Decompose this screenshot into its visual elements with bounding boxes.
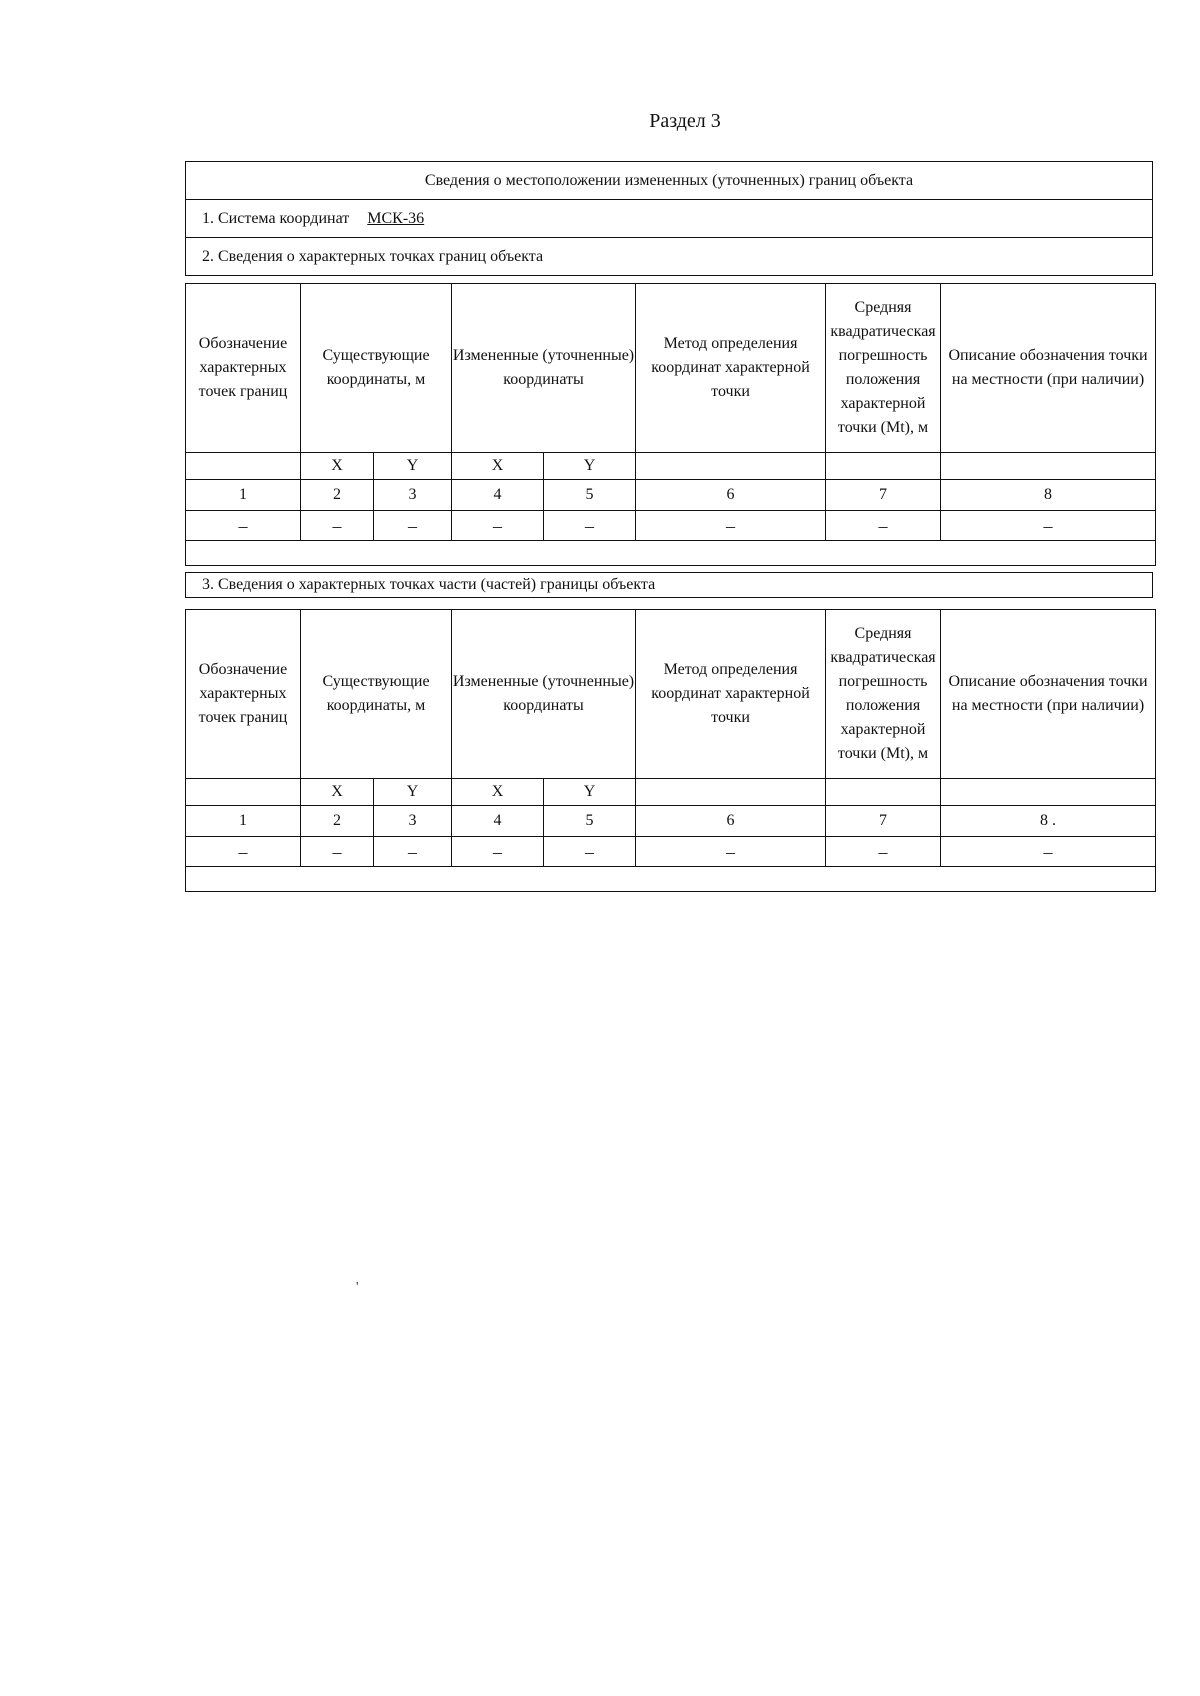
dash-cell: –	[452, 511, 544, 541]
column-number: 5	[544, 480, 636, 511]
table-row	[186, 837, 1156, 867]
axis-y: Y	[544, 453, 636, 480]
dash-cell: –	[186, 511, 301, 541]
dash-cell: –	[826, 837, 941, 867]
column-number-row	[186, 480, 1156, 511]
dash-cell: –	[301, 837, 374, 867]
axis-cell-empty	[636, 453, 826, 480]
axis-y: Y	[374, 779, 452, 806]
column-number: 7	[826, 480, 941, 511]
column-number: 6	[636, 806, 826, 837]
column-number: 3	[374, 480, 452, 511]
axis-y: Y	[544, 779, 636, 806]
points-heading: 2. Сведения о характерных точках границ объекта	[202, 248, 544, 265]
col-method: Метод определения координат характерной точки	[636, 610, 826, 779]
column-number: 6	[636, 480, 826, 511]
blank-cell	[186, 541, 1156, 566]
axis-cell-empty	[186, 779, 301, 806]
column-number: 2	[301, 480, 374, 511]
col-mean-square-error: Средняя квадратическая погрешность положения характерной точки (Mt), м	[826, 284, 941, 453]
axis-cell-empty	[941, 453, 1156, 480]
dash-cell: –	[636, 837, 826, 867]
dash-cell: –	[544, 511, 636, 541]
boundary-heading: Сведения о местоположении измененных (уточненных) границ объекта	[186, 162, 1152, 200]
column-number: 8	[941, 480, 1156, 511]
column-number: 8 .	[941, 806, 1156, 837]
coord-system-label: 1. Система координат	[202, 210, 350, 227]
dash-cell: –	[186, 837, 301, 867]
axis-cell-empty	[826, 453, 941, 480]
column-number: 1	[186, 806, 301, 837]
axis-x: X	[301, 779, 374, 806]
col-point-designation: Обозначение характерных точек границ	[186, 284, 301, 453]
col-method: Метод определения координат характерной точки	[636, 284, 826, 453]
column-number: 4	[452, 480, 544, 511]
col-changed-coords: Измененные (уточненные) координаты	[452, 610, 636, 779]
col-existing-coords: Существующие координаты, м	[301, 610, 452, 779]
part-heading: 3. Сведения о характерных точках части (частей) границы объекта	[202, 576, 656, 593]
axis-cell-empty	[826, 779, 941, 806]
dash-cell: –	[452, 837, 544, 867]
dash-cell: –	[544, 837, 636, 867]
blank-row	[186, 867, 1156, 892]
column-number-row	[186, 806, 1156, 837]
column-number: 7	[826, 806, 941, 837]
col-changed-coords: Измененные (уточненные) координаты	[452, 284, 636, 453]
dash-cell: –	[301, 511, 374, 541]
dash-cell: –	[826, 511, 941, 541]
stray-mark: '	[356, 1280, 359, 1295]
column-number: 4	[452, 806, 544, 837]
col-point-description: Описание обозначения точки на местности (при наличии)	[941, 610, 1156, 779]
dash-cell: –	[374, 837, 452, 867]
dash-cell: –	[374, 511, 452, 541]
axis-y: Y	[374, 453, 452, 480]
dash-cell: –	[636, 511, 826, 541]
axis-cell-empty	[941, 779, 1156, 806]
part-info-box	[185, 572, 1153, 598]
dash-cell: –	[941, 837, 1156, 867]
blank-row	[186, 541, 1156, 566]
axis-x: X	[452, 779, 544, 806]
column-number: 2	[301, 806, 374, 837]
coord-system-value: МСК-36	[367, 210, 425, 227]
axis-x: X	[452, 453, 544, 480]
table-row	[186, 511, 1156, 541]
col-point-designation: Обозначение характерных точек границ	[186, 610, 301, 779]
axis-cell-empty	[636, 779, 826, 806]
col-point-description: Описание обозначения точки на местности (при наличии)	[941, 284, 1156, 453]
section-title: Раздел 3	[649, 110, 721, 132]
axis-row	[186, 779, 1156, 806]
col-existing-coords: Существующие координаты, м	[301, 284, 452, 453]
part-points-table	[185, 609, 1156, 892]
dash-cell: –	[941, 511, 1156, 541]
points-table	[185, 283, 1156, 566]
axis-row	[186, 453, 1156, 480]
col-mean-square-error: Средняя квадратическая погрешность положения характерной точки (Mt), м	[826, 610, 941, 779]
column-number: 3	[374, 806, 452, 837]
axis-x: X	[301, 453, 374, 480]
coord-system-row	[186, 200, 1152, 238]
blank-cell	[186, 867, 1156, 892]
column-number: 1	[186, 480, 301, 511]
boundary-info-box	[185, 161, 1153, 276]
axis-cell-empty	[186, 453, 301, 480]
column-number: 5	[544, 806, 636, 837]
